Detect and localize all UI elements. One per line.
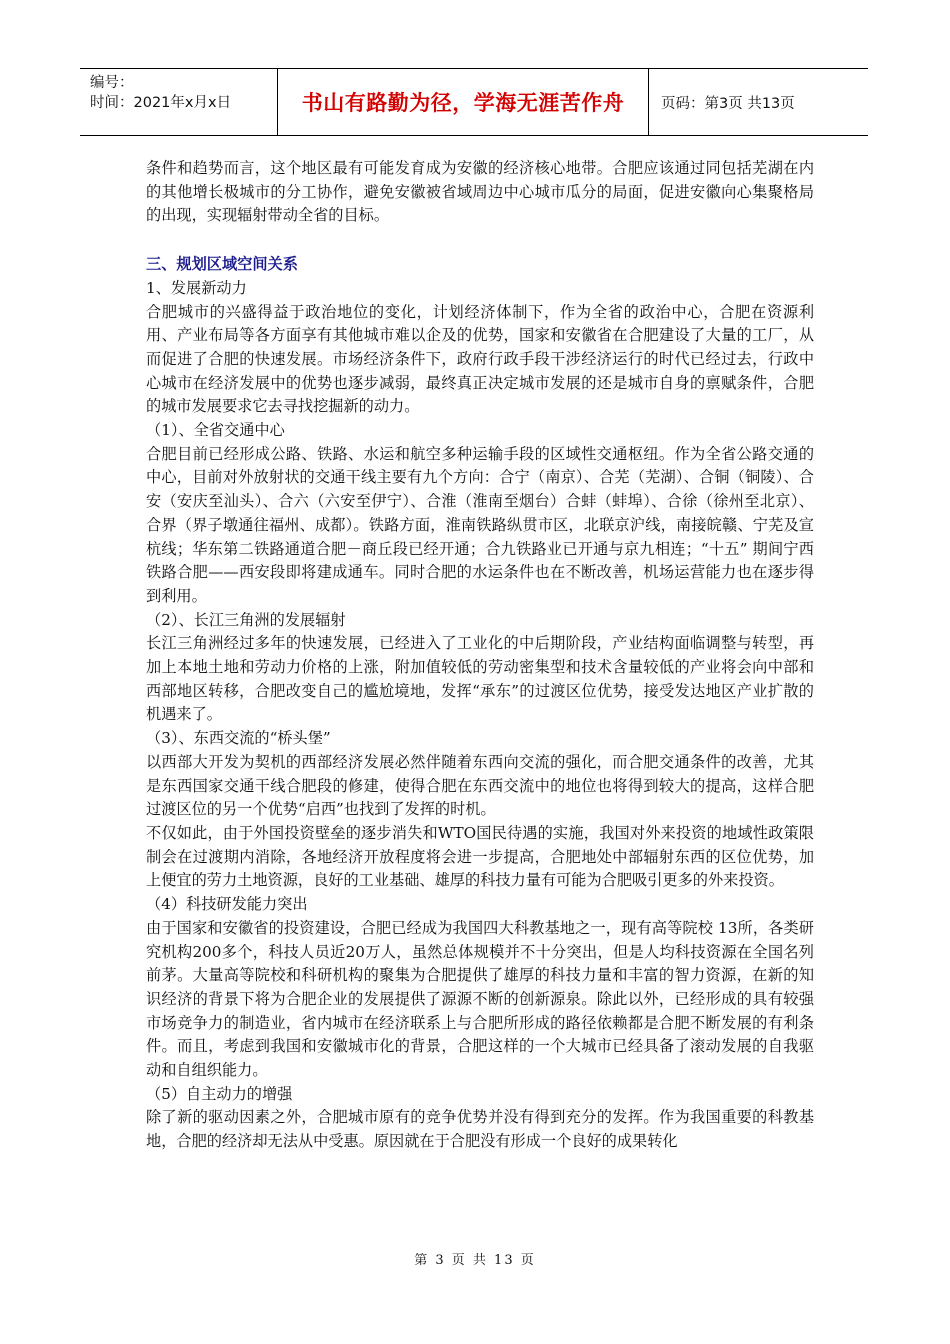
subsection-heading: （5）自主动力的增强 [146,1084,293,1103]
subsection-heading: （4）科技研发能力突出 [146,895,308,914]
body-paragraph: 除了新的驱动因素之外，合肥城市原有的竞争优势并没有得到充分的发挥。作为我国重要的科教基地，合肥的经济却无法从中受惠。原因就在于合肥没有形成一个良好的成果转化 [146,1108,814,1151]
body-paragraph: 条件和趋势而言，这个地区最有可能发育成为安徽的经济核心地带。合肥应该通过同包括芜湖在内的其他增长极城市的分工协作，避免安徽被省域周边中心城市瓜分的局面，促进安徽向心集聚格局的出现，实现辐射带动全省的目标。 [146,159,814,225]
page-footer: 第 3 页 共 13 页 [414,1253,536,1268]
body-paragraph: 以西部大开发为契机的西部经济发展必然伴随着东西向交流的强化，而合肥交通条件的改善，尤其是东西国家交通干线合肥段的修建，使得合肥在东西交流中的地位也将得到较大的提高，这样合肥过渡区位的另一个优势“启西”也找到了发挥的时机。 [146,752,814,819]
body-paragraph: 不仅如此，由于外国投资壁垒的逐步消失和WTO国民待遇的实施，我国对外来投资的地域性政策限制会在过渡期内消除，各地经济开放程度将会进一步提高，合肥地处中部辐射东西的区位优势，加上便宜的劳力土地资源，良好的工业基础、雄厚的科技力量有可能为合肥吸引更多的外来投资。 [146,823,814,890]
document-body [146,157,814,1154]
subsection-heading: （3）、东西交流的“桥头堡” [146,729,331,748]
body-paragraph: 合肥城市的兴盛得益于政治地位的变化，计划经济体制下，作为全省的政治中心，合肥在资源利用、产业布局等各方面享有其他城市难以企及的优势，国家和安徽省在合肥建设了大量的工厂，从而促进了合肥的快速发展。市场经济条件下，政府行政手段干涉经济运行的时代已经过去，行政中心城市在经济发展中的优势也逐步减弱，最终真正决定城市发展的还是城市自身的禀赋条件，合肥的城市发展要求它去寻找挖掘新的动力。 [146,302,814,416]
header-meta [80,69,278,135]
header-page-info: 页码：第3页 共13页 [661,95,795,112]
page-header [80,68,868,136]
document-date-label: 时间：2021年x月x日 [90,95,232,111]
header-motto: 书山有路勤为径，学海无涯苦作舟 [278,69,649,135]
subsection-heading: （1）、全省交通中心 [146,421,285,440]
body-paragraph: 合肥目前已经形成公路、铁路、水运和航空多种运输手段的区域性交通枢纽。作为全省公路交通的中心，目前对外放射状的交通干线主要有九个方向：合宁（南京）、合芜（芜湖）、合铜（铜陵）、合安（安庆至汕头）、合六（六安至伊宁）、合淮（淮南至烟台）合蚌（蚌埠）、合徐（徐州至北京）、合界（界子墩通往福州、成都）。铁路方面，淮南铁路纵贯市区，北联京沪线，南接皖赣、宁芜及宣杭线；华东第二铁路通道合肥－商丘段已经开通；合九铁路业已开通与京九相连；“十五” 期间宁西铁路合肥——西安段即将建成通车。同时合肥的水运条件也在不断改善，机场运营能力也在逐步得到利用。 [146,444,814,605]
subsection-heading: 1、发展新动力 [146,278,247,297]
section-heading: 三、规划区域空间关系 [146,255,298,274]
subsection-heading: （2）、长江三角洲的发展辐射 [146,610,346,629]
document-number-label: 编号： [90,75,134,91]
body-paragraph: 由于国家和安徽省的投资建设，合肥已经成为我国四大科教基地之一，现有高等院校 13所，各类研究机构200多个，科技人员近20万人，虽然总体规模并不十分突出，但是人均科技资源在全国名列前茅。大量高等院校和科研机构的聚集为合肥提供了雄厚的科技力量和丰富的智力资源，在新的知识经济的背景下将为合肥企业的发展提供了源源不断的创新源泉。除此以外，已经形成的具有较强市场竞争力的制造业，省内城市在经济联系上与合肥所形成的路径依赖都是合肥不断发展的有利条件。而且，考虑到我国和安徽城市化的背景，合肥这样的一个大城市已经具备了滚动发展的自我驱动和自组织能力。 [146,918,814,1080]
body-paragraph: 长江三角洲经过多年的快速发展，已经进入了工业化的中后期阶段，产业结构面临调整与转型，再加上本地土地和劳动力价格的上涨，附加值较低的劳动密集型和技术含量较低的产业将会向中部和西部地区转移，合肥改变自己的尴尬境地，发挥“承东”的过渡区位优势，接受发达地区产业扩散的机遇来了。 [146,634,814,724]
